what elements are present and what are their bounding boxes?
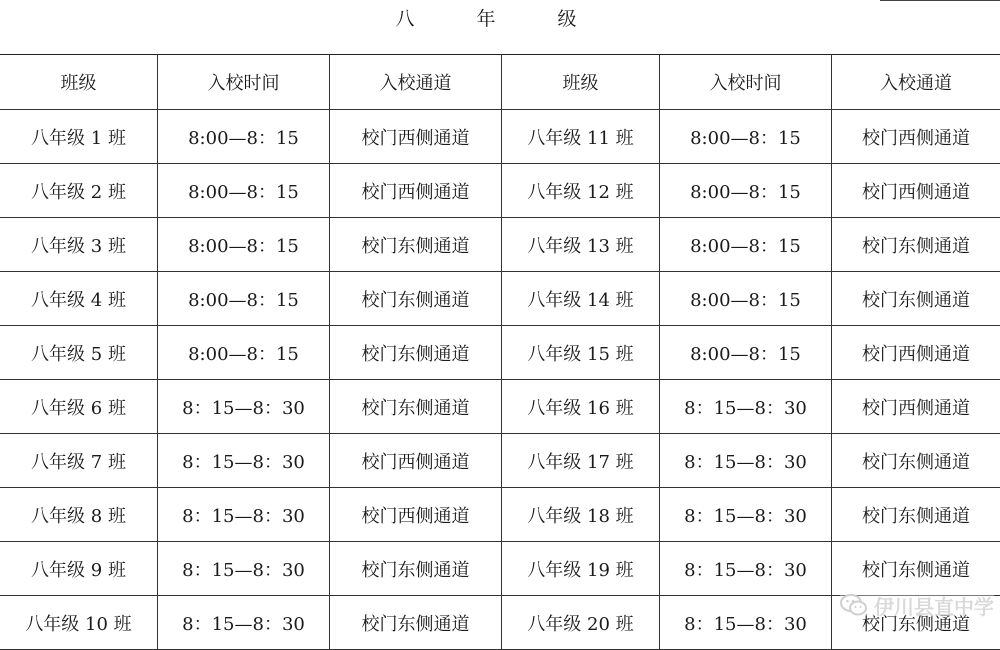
gate-cell: 校门西侧通道 (832, 326, 1000, 380)
time-cell: 8:00—8：15 (660, 110, 832, 164)
table-row (0, 272, 1000, 326)
gate-cell: 校门西侧通道 (330, 434, 502, 488)
class-cell: 八年级 12 班 (502, 164, 660, 218)
header-entry-time: 入校时间 (660, 55, 832, 110)
entry-schedule-table (0, 54, 1000, 650)
table-row (0, 326, 1000, 380)
class-cell: 八年级 16 班 (502, 380, 660, 434)
time-cell: 8：15—8：30 (660, 380, 832, 434)
gate-cell: 校门东侧通道 (330, 380, 502, 434)
time-cell: 8：15—8：30 (660, 542, 832, 596)
class-cell: 八年级 15 班 (502, 326, 660, 380)
gate-cell: 校门东侧通道 (832, 218, 1000, 272)
table-row (0, 488, 1000, 542)
gate-cell: 校门东侧通道 (832, 272, 1000, 326)
table-row (0, 110, 1000, 164)
header-class: 班级 (502, 55, 660, 110)
gate-cell: 校门西侧通道 (832, 380, 1000, 434)
page-title: 八 年 级 (0, 6, 1000, 32)
header-entry-gate: 入校通道 (330, 55, 502, 110)
gate-cell: 校门西侧通道 (330, 488, 502, 542)
table-row (0, 542, 1000, 596)
table-row (0, 380, 1000, 434)
class-cell: 八年级 20 班 (502, 596, 660, 650)
time-cell: 8:00—8：15 (158, 110, 330, 164)
class-cell: 八年级 18 班 (502, 488, 660, 542)
gate-cell: 校门西侧通道 (832, 164, 1000, 218)
gate-cell: 校门东侧通道 (330, 218, 502, 272)
time-cell: 8：15—8：30 (660, 488, 832, 542)
time-cell: 8:00—8：15 (660, 326, 832, 380)
class-cell: 八年级 4 班 (0, 272, 158, 326)
time-cell: 8:00—8：15 (158, 272, 330, 326)
class-cell: 八年级 9 班 (0, 542, 158, 596)
watermark-text: 伊川县直中学 (874, 591, 994, 620)
time-cell: 8:00—8：15 (158, 164, 330, 218)
gate-cell: 校门西侧通道 (330, 110, 502, 164)
gate-cell: 校门东侧通道 (832, 488, 1000, 542)
gate-cell: 校门东侧通道 (832, 434, 1000, 488)
gate-cell: 校门东侧通道 (330, 326, 502, 380)
class-cell: 八年级 11 班 (502, 110, 660, 164)
class-cell: 八年级 14 班 (502, 272, 660, 326)
gate-cell: 校门东侧通道 (330, 542, 502, 596)
class-cell: 八年级 7 班 (0, 434, 158, 488)
header-entry-gate: 入校通道 (832, 55, 1000, 110)
watermark (840, 594, 994, 616)
gate-cell: 校门东侧通道 (330, 272, 502, 326)
class-cell: 八年级 10 班 (0, 596, 158, 650)
class-cell: 八年级 3 班 (0, 218, 158, 272)
top-divider (880, 0, 1000, 1)
time-cell: 8：15—8：30 (660, 434, 832, 488)
time-cell: 8:00—8：15 (158, 218, 330, 272)
class-cell: 八年级 8 班 (0, 488, 158, 542)
table-header-row (0, 55, 1000, 110)
gate-cell: 校门东侧通道 (832, 596, 1000, 650)
wechat-icon (840, 594, 868, 616)
time-cell: 8：15—8：30 (158, 380, 330, 434)
class-cell: 八年级 5 班 (0, 326, 158, 380)
time-cell: 8:00—8：15 (660, 272, 832, 326)
time-cell: 8：15—8：30 (158, 542, 330, 596)
gate-cell: 校门东侧通道 (832, 542, 1000, 596)
gate-cell: 校门西侧通道 (330, 164, 502, 218)
gate-cell: 校门东侧通道 (330, 596, 502, 650)
table-row (0, 434, 1000, 488)
class-cell: 八年级 2 班 (0, 164, 158, 218)
time-cell: 8:00—8：15 (660, 164, 832, 218)
class-cell: 八年级 1 班 (0, 110, 158, 164)
table-row (0, 164, 1000, 218)
time-cell: 8：15—8：30 (158, 596, 330, 650)
header-entry-time: 入校时间 (158, 55, 330, 110)
header-class: 班级 (0, 55, 158, 110)
class-cell: 八年级 19 班 (502, 542, 660, 596)
class-cell: 八年级 13 班 (502, 218, 660, 272)
time-cell: 8:00—8：15 (660, 218, 832, 272)
time-cell: 8：15—8：30 (158, 488, 330, 542)
class-cell: 八年级 6 班 (0, 380, 158, 434)
gate-cell: 校门西侧通道 (832, 110, 1000, 164)
time-cell: 8:00—8：15 (158, 326, 330, 380)
time-cell: 8：15—8：30 (660, 596, 832, 650)
class-cell: 八年级 17 班 (502, 434, 660, 488)
time-cell: 8：15—8：30 (158, 434, 330, 488)
table-row (0, 218, 1000, 272)
